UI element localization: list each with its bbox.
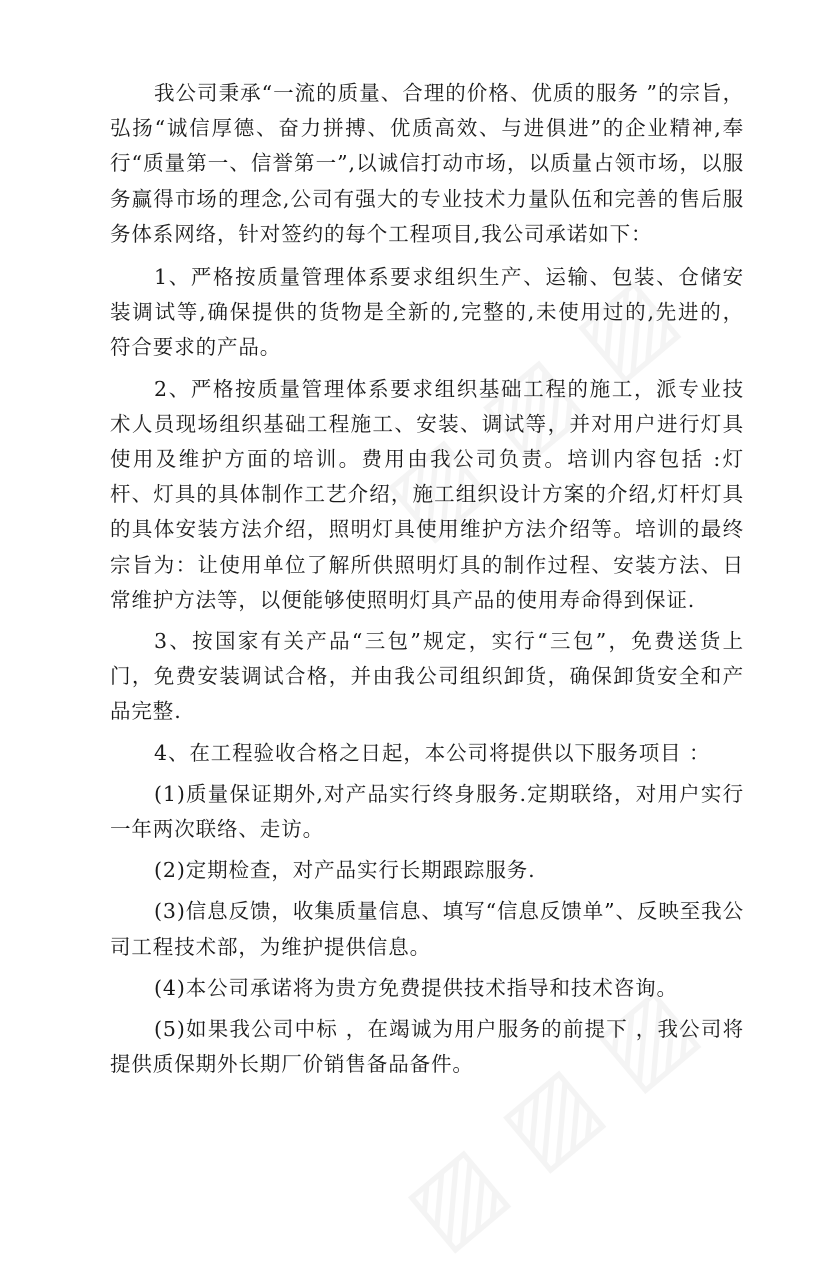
service-item-3: (3)信息反馈，收集质量信息、填写“信息反馈单”、反映至我公司工程技术部，为维护提供信息。 [110, 899, 744, 959]
intro-paragraph: 我公司秉承“一流的质量、合理的价格、优质的服务 ”的宗旨，弘扬“诚信厚德、奋力拼搏、优质高效、与进俱进”的企业精神,奉行“质量第一、信誉第一”,以诚信打动市场，以质量占领市场，以服务赢得市场的理念,公司有强大的专业技术力量队伍和完善的售后服务体系网络，针对签约的每个工程项目,我公司承诺如下： [110, 81, 744, 246]
service-item-5: (5)如果我公司中标 ，在竭诚为用户服务的前提下 ，我公司将提供质保期外长期厂价销售备品备件。 [110, 1017, 744, 1077]
service-item-4: (4)本公司承诺将为贵方免费提供技术指导和技术咨询。 [154, 975, 678, 1000]
document-body [110, 76, 744, 1082]
commitment-item-1: 1、严格按质量管理体系要求组织生产、运输、包装、仓储安装调试等,确保提供的货物是全新的,完整的,未使用过的,先进的， 符合要求的产品。 [110, 265, 744, 360]
service-item-1: (1)质量保证期外,对产品实行终身服务.定期联络，对用户实行一年两次联络、走访。 [110, 781, 744, 842]
commitment-item-2: 2、严格按质量管理体系要求组织基础工程的施工，派专业技术人员现场组织基础工程施工、安装、调试等，并对用户进行灯具使用及维护方面的培训。费用由我公司负责。培训内容包括 :灯杆、灯具的具体制作工艺介绍，施工组织设计方案的介绍,灯杆灯具的具体安装方法介绍，照明灯具使用维护方法介绍等。培训的最终宗旨为：让使用单位了解所供照明灯具的制作过程、安装方法、日常维护方法等，以便能够使照明灯具产品的使用寿命得到保证. [110, 376, 744, 612]
commitment-item-4: 4、在工程验收合格之日起，本公司将提供以下服务项目 ： [154, 740, 711, 765]
commitment-item-3: 3、按国家有关产品“三包”规定，实行“三包”，免费送货上门，免费安装调试合格，并由我公司组织卸货，确保卸货安全和产品完整. [110, 629, 744, 724]
service-item-2: (2)定期检查，对产品实行长期跟踪服务. [154, 858, 536, 883]
